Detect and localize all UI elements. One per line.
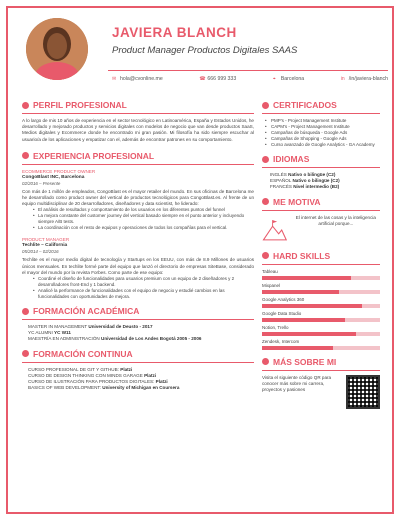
course-place: Platzi [144, 372, 157, 378]
book-icon [22, 350, 29, 357]
skill-name: Google Analytics 360 [262, 296, 305, 302]
job-role: ECOMMERCE PRODUCT OWNER [22, 168, 96, 174]
motiva-text: El internet de las cosas y la inteligencia artificial porque... [295, 214, 376, 226]
graduation-cap-icon [22, 308, 29, 315]
language-level: Nativo o bilingüe (C2) [288, 172, 336, 177]
more-heading [262, 357, 380, 367]
profile-text: A lo largo de mis 10 años de experiencia en el sector tecnológico en Latinoamérica, España y Estados Unidos, he desarrollado y mejorado productos y servicios digitales con modelos de negocio que van desde productos SaaS, Medios digitales y Ecommerce donde he encontrado mi gran pasión. Mi filosofía ha sido siempre escuchar al usuario/a de los aplicaciones y empatizar con el, además de encontrar patrones en su comportamiento. [22, 118, 254, 142]
languages-heading [262, 154, 380, 164]
phone-text: 666 999 333 [207, 76, 237, 82]
education-title: FORMACIÓN ACADÉMICA [33, 306, 140, 317]
course-item [22, 385, 254, 391]
languages-divider [262, 167, 380, 168]
education-label: MASTER IN MANAGEMENT [28, 324, 88, 330]
cert-item: • PMP's - Project Management Institute [262, 118, 380, 124]
cert-item: • Campañas de Shopping - Google Ads [262, 136, 380, 142]
skill-fill [262, 276, 351, 280]
job-company: Techlite – California [22, 243, 68, 249]
job-entry [22, 169, 254, 232]
motiva-block [262, 215, 380, 245]
course-place: Platzi [120, 366, 133, 372]
more-block [262, 375, 380, 409]
education-heading [22, 306, 254, 316]
skill-bar [262, 346, 380, 350]
job-entry [22, 237, 254, 300]
profile-icon [22, 102, 29, 109]
course-label: CURSO DE DESIGN THINKING CON MINDS GARAGE [28, 372, 143, 378]
skill-bar [262, 290, 380, 294]
skill-bar [262, 318, 380, 322]
language-name: FRANCÉS [270, 184, 292, 190]
skill-fill [262, 290, 339, 294]
job-role: PRODUCT MANAGER [22, 237, 70, 243]
cv-page [6, 6, 394, 514]
profile-title: PERFIL PROFESIONAL [33, 100, 127, 110]
job-title: Product Manager Productos Digitales SAAS [112, 45, 298, 56]
job-description: Techlite es el mayor medio digital de tecnología y Startups en los EEUU, con más de 8.9 Millones de usuarios únicos mensuales. En techlite formé parte del equipo que lanzó el directorio de empresas SiteBase, considerado el mayor del mundo por la revista Forbes. Como parte de ese equipo: [22, 257, 254, 275]
education-label: MAESTRÍA EN ADMINISTRACIÓN [28, 336, 100, 342]
city-text: Barcelona [280, 76, 305, 82]
cert-item: • CAPM's - Project Management Institute [262, 124, 380, 130]
qr-code[interactable] [346, 375, 380, 409]
certificate-icon [262, 102, 269, 109]
cert-item: • Curso avanzado de Google Analytics - GA Academy [262, 142, 380, 148]
globe-icon [262, 156, 269, 163]
linkedin-contact[interactable] [341, 76, 388, 82]
motiva-title: ME MOTIVA [273, 196, 321, 207]
skills-heading [262, 251, 380, 261]
experience-title: EXPERIENCIA PROFESIONAL [33, 150, 155, 161]
skill-bar [262, 332, 380, 336]
more-divider [262, 370, 380, 371]
skill-name: Google Data Studio [262, 310, 302, 316]
course-label: BASICS OF WEB DEVELOPMENT: [28, 385, 102, 391]
contact-bar [112, 76, 388, 82]
education-place: Universidad de Deusto - 2017 [88, 324, 153, 330]
mail-icon: ✉ [112, 75, 117, 82]
email-contact[interactable] [112, 76, 163, 82]
education-divider [22, 319, 254, 320]
skills-divider [262, 264, 380, 265]
experience-divider [22, 164, 254, 165]
job-description: Con más de 1 millón de empleados, CongoBlast es el mayor retailer del mundo. En sus oficinas de Barcelona me he desarrollado como product owner del vertical de productos tecnológicos para CongoBlast.es. Al frente de un equipo multidisciplinar de 20 desarrolladores, diseñadores y data scientist, he liderado: [22, 188, 254, 207]
skill-fill [262, 318, 345, 322]
skill-fill [262, 346, 333, 350]
courses-title: FORMACIÓN CONTINUA [33, 348, 133, 359]
wrench-icon [262, 252, 269, 259]
education-label: YC ALUMNI [28, 330, 53, 336]
more-title: MÁS SOBRE MI [273, 356, 337, 367]
course-place: University of Michigan en Coursera [102, 385, 180, 391]
skill-bar [262, 276, 380, 280]
skill-name: Mixpanel [262, 282, 281, 288]
certs-divider [262, 113, 380, 114]
skill-name: Notion, Trello [262, 324, 289, 330]
languages-title: IDIOMAS [273, 154, 310, 164]
courses-heading [22, 349, 254, 359]
job-bullet: • La mejora constante del customer journey del vertical basado siempre en el punto anterior y incluyendo siempre A/B tests. [38, 213, 254, 225]
certs-title: CERTIFICADOS [273, 100, 337, 110]
mountain-flag-icon [262, 215, 288, 245]
right-column [262, 100, 380, 409]
heart-icon [262, 198, 269, 205]
job-bullets [22, 207, 254, 231]
courses-divider [22, 362, 254, 363]
language-level: Nivel intermedio (B2) [293, 184, 340, 190]
profile-photo [26, 18, 88, 80]
certs-heading [262, 100, 380, 110]
full-name: JAVIERA BLANCH [112, 25, 237, 40]
linkedin-icon: in [340, 75, 345, 82]
education-place: YC W11 [54, 330, 71, 336]
phone-icon: ☎ [199, 75, 206, 82]
skill-fill [262, 304, 362, 308]
course-place: Platzi [155, 379, 168, 385]
course-label: CURSO DE ILUSTRACIÓN PARA PRODUCTOS DIGITALES: [28, 379, 155, 385]
language-name: ESPAÑOL [270, 178, 292, 184]
cert-item: • Campañas de búsqueda - Google Ads [262, 130, 380, 136]
skills-list [262, 269, 380, 350]
header-divider [108, 70, 388, 71]
job-bullet: • El análisis de resultados y comportamiento de los usuarios en los diferentes puntos del funnel [38, 207, 254, 213]
skill-name: Zendesk, Intercom [262, 338, 300, 344]
briefcase-icon [22, 152, 29, 159]
more-text: Visita el siguiente código QR para conocer más sobre mi carrera, proyectos y pasiones [262, 374, 332, 393]
education-item [22, 336, 254, 342]
language-level: Nativo o bilingüe (C2) [292, 178, 340, 184]
plus-icon [262, 358, 269, 365]
job-bullet: • La coordinación con el resto de equipos y operaciones de todos los compañías para el vertical. [38, 225, 254, 231]
city-contact [273, 76, 304, 82]
experience-heading [22, 151, 254, 161]
skill-bar [262, 304, 380, 308]
email-text: hola@cvonline.me [120, 76, 163, 82]
education-place: Universidad de Los Andes Bogotá 2005 - 2006 [101, 336, 202, 342]
left-column [22, 100, 254, 391]
job-bullet: • Coordiné el diseño de funcionalidades para usuarios premium con un equipo de 2 diseñadores y 2 desarrolladores front-End y 1 backend. [38, 276, 254, 288]
language-name: INGLÉS [270, 172, 287, 177]
job-bullets [22, 276, 254, 300]
linkedin-text: /in/javiera-blanch [348, 76, 388, 82]
profile-heading [22, 100, 254, 110]
phone-contact[interactable] [199, 76, 236, 82]
skill-name: Tableau [262, 268, 278, 274]
skill-fill [262, 332, 356, 336]
header [8, 8, 392, 94]
job-company: CongoBlast INC, Barcelona [22, 174, 85, 180]
job-dates: 02/2016 – Presente [22, 180, 61, 186]
job-dates: 05/2014 – 02/2016 [22, 249, 59, 255]
motiva-heading [262, 197, 380, 207]
motiva-divider [262, 210, 380, 211]
language-item [262, 184, 380, 190]
location-icon: ⌖ [272, 75, 276, 82]
profile-divider [22, 113, 254, 114]
skills-title: HARD SKILLS [273, 250, 331, 261]
course-label: CURSO PROFESIONAL DE GIT Y GITHUB: [28, 366, 119, 372]
job-bullet: • Analicé la performance de funcionalidades con el equipo de negocio y estudié cambios en las funcionalidades con oportunidades de mejora. [38, 288, 254, 300]
